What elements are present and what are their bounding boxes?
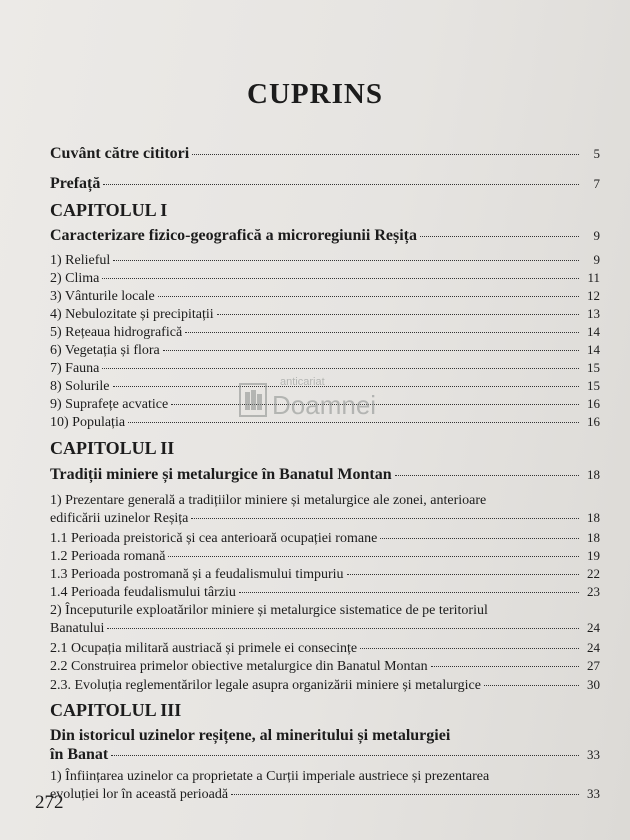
toc-entry: 1.1 Perioada preistorică și cea anterioară ocupației romane 18 [50, 530, 600, 546]
toc-entry-multiline: 1) Înființarea uzinelor ca proprietate a Curții imperiale austriece și prezentarea evoluției lor în această perioadă 33 [50, 769, 600, 802]
toc-entry: 5) Rețeaua hidrografică 14 [50, 324, 600, 340]
toc-entry: 1) Relieful 9 [50, 252, 600, 268]
toc-entry-multiline: 1) Prezentare generală a tradițiilor miniere și metalurgice ale zonei, anterioare edificării uzinelor Reșița 18 [50, 493, 600, 526]
toc-entry-multiline: 2) Începuturile exploatărilor miniere și metalurgice sistematice de pe teritoriul Banatului 24 [50, 603, 600, 636]
watermark-big-text: Doamnei [272, 390, 377, 420]
chapter-heading-2: CAPITOLUL II [50, 438, 175, 458]
chapter-heading-1: CAPITOLUL I [50, 200, 168, 220]
toc-entry: 8) Solurile 15 [50, 378, 600, 394]
chapter-heading-3: CAPITOLUL III [50, 700, 182, 720]
toc-entry: 2) Clima 11 [50, 270, 600, 286]
toc-entry: 9) Suprafețe acvatice 16 [50, 396, 600, 412]
toc-entry: 2.2 Construirea primelor obiective metalurgice din Banatul Montan 27 [50, 658, 600, 674]
toc-entry-chapter-1-title: Caracterizare fizico-geografică a microregiunii Reșița 9 [50, 227, 600, 244]
toc-entry: 1.4 Perioada feudalismului târziu 23 [50, 584, 600, 600]
toc-entry: 4) Nebulozitate și precipitații 13 [50, 306, 600, 322]
page-number: 272 [35, 792, 64, 813]
toc-entry: 7) Fauna 15 [50, 360, 600, 376]
toc-entry: 3) Vânturile locale 12 [50, 288, 600, 304]
toc-entry: 2.3. Evoluția reglementărilor legale asupra organizării miniere și metalurgice 30 [50, 677, 600, 693]
watermark [238, 376, 398, 432]
toc-entry: 1.2 Perioada romană 19 [50, 548, 600, 564]
toc-entry-preface: Prefață 7 [50, 175, 600, 192]
toc-entry-foreword: Cuvânt către cititori 5 [50, 145, 600, 162]
page-title: CUPRINS [247, 78, 383, 110]
toc-entry-chapter-3-title: Din istoricul uzinelor reșițene, al mineritului și metalurgiei în Banat 33 [50, 727, 600, 763]
toc-entry-chapter-2-title: Tradiții miniere și metalurgice în Banatul Montan 18 [50, 466, 600, 483]
toc-entry: 2.1 Ocupația militară austriacă și primele ei consecințe 24 [50, 640, 600, 656]
watermark-small-text: anticariat [280, 376, 325, 388]
books-icon [238, 382, 268, 418]
toc-entry: 1.3 Perioada postromană și a feudalismului timpuriu 22 [50, 566, 600, 582]
toc-entry: 10) Populația 16 [50, 414, 600, 430]
toc-entry: 6) Vegetația și flora 14 [50, 342, 600, 358]
